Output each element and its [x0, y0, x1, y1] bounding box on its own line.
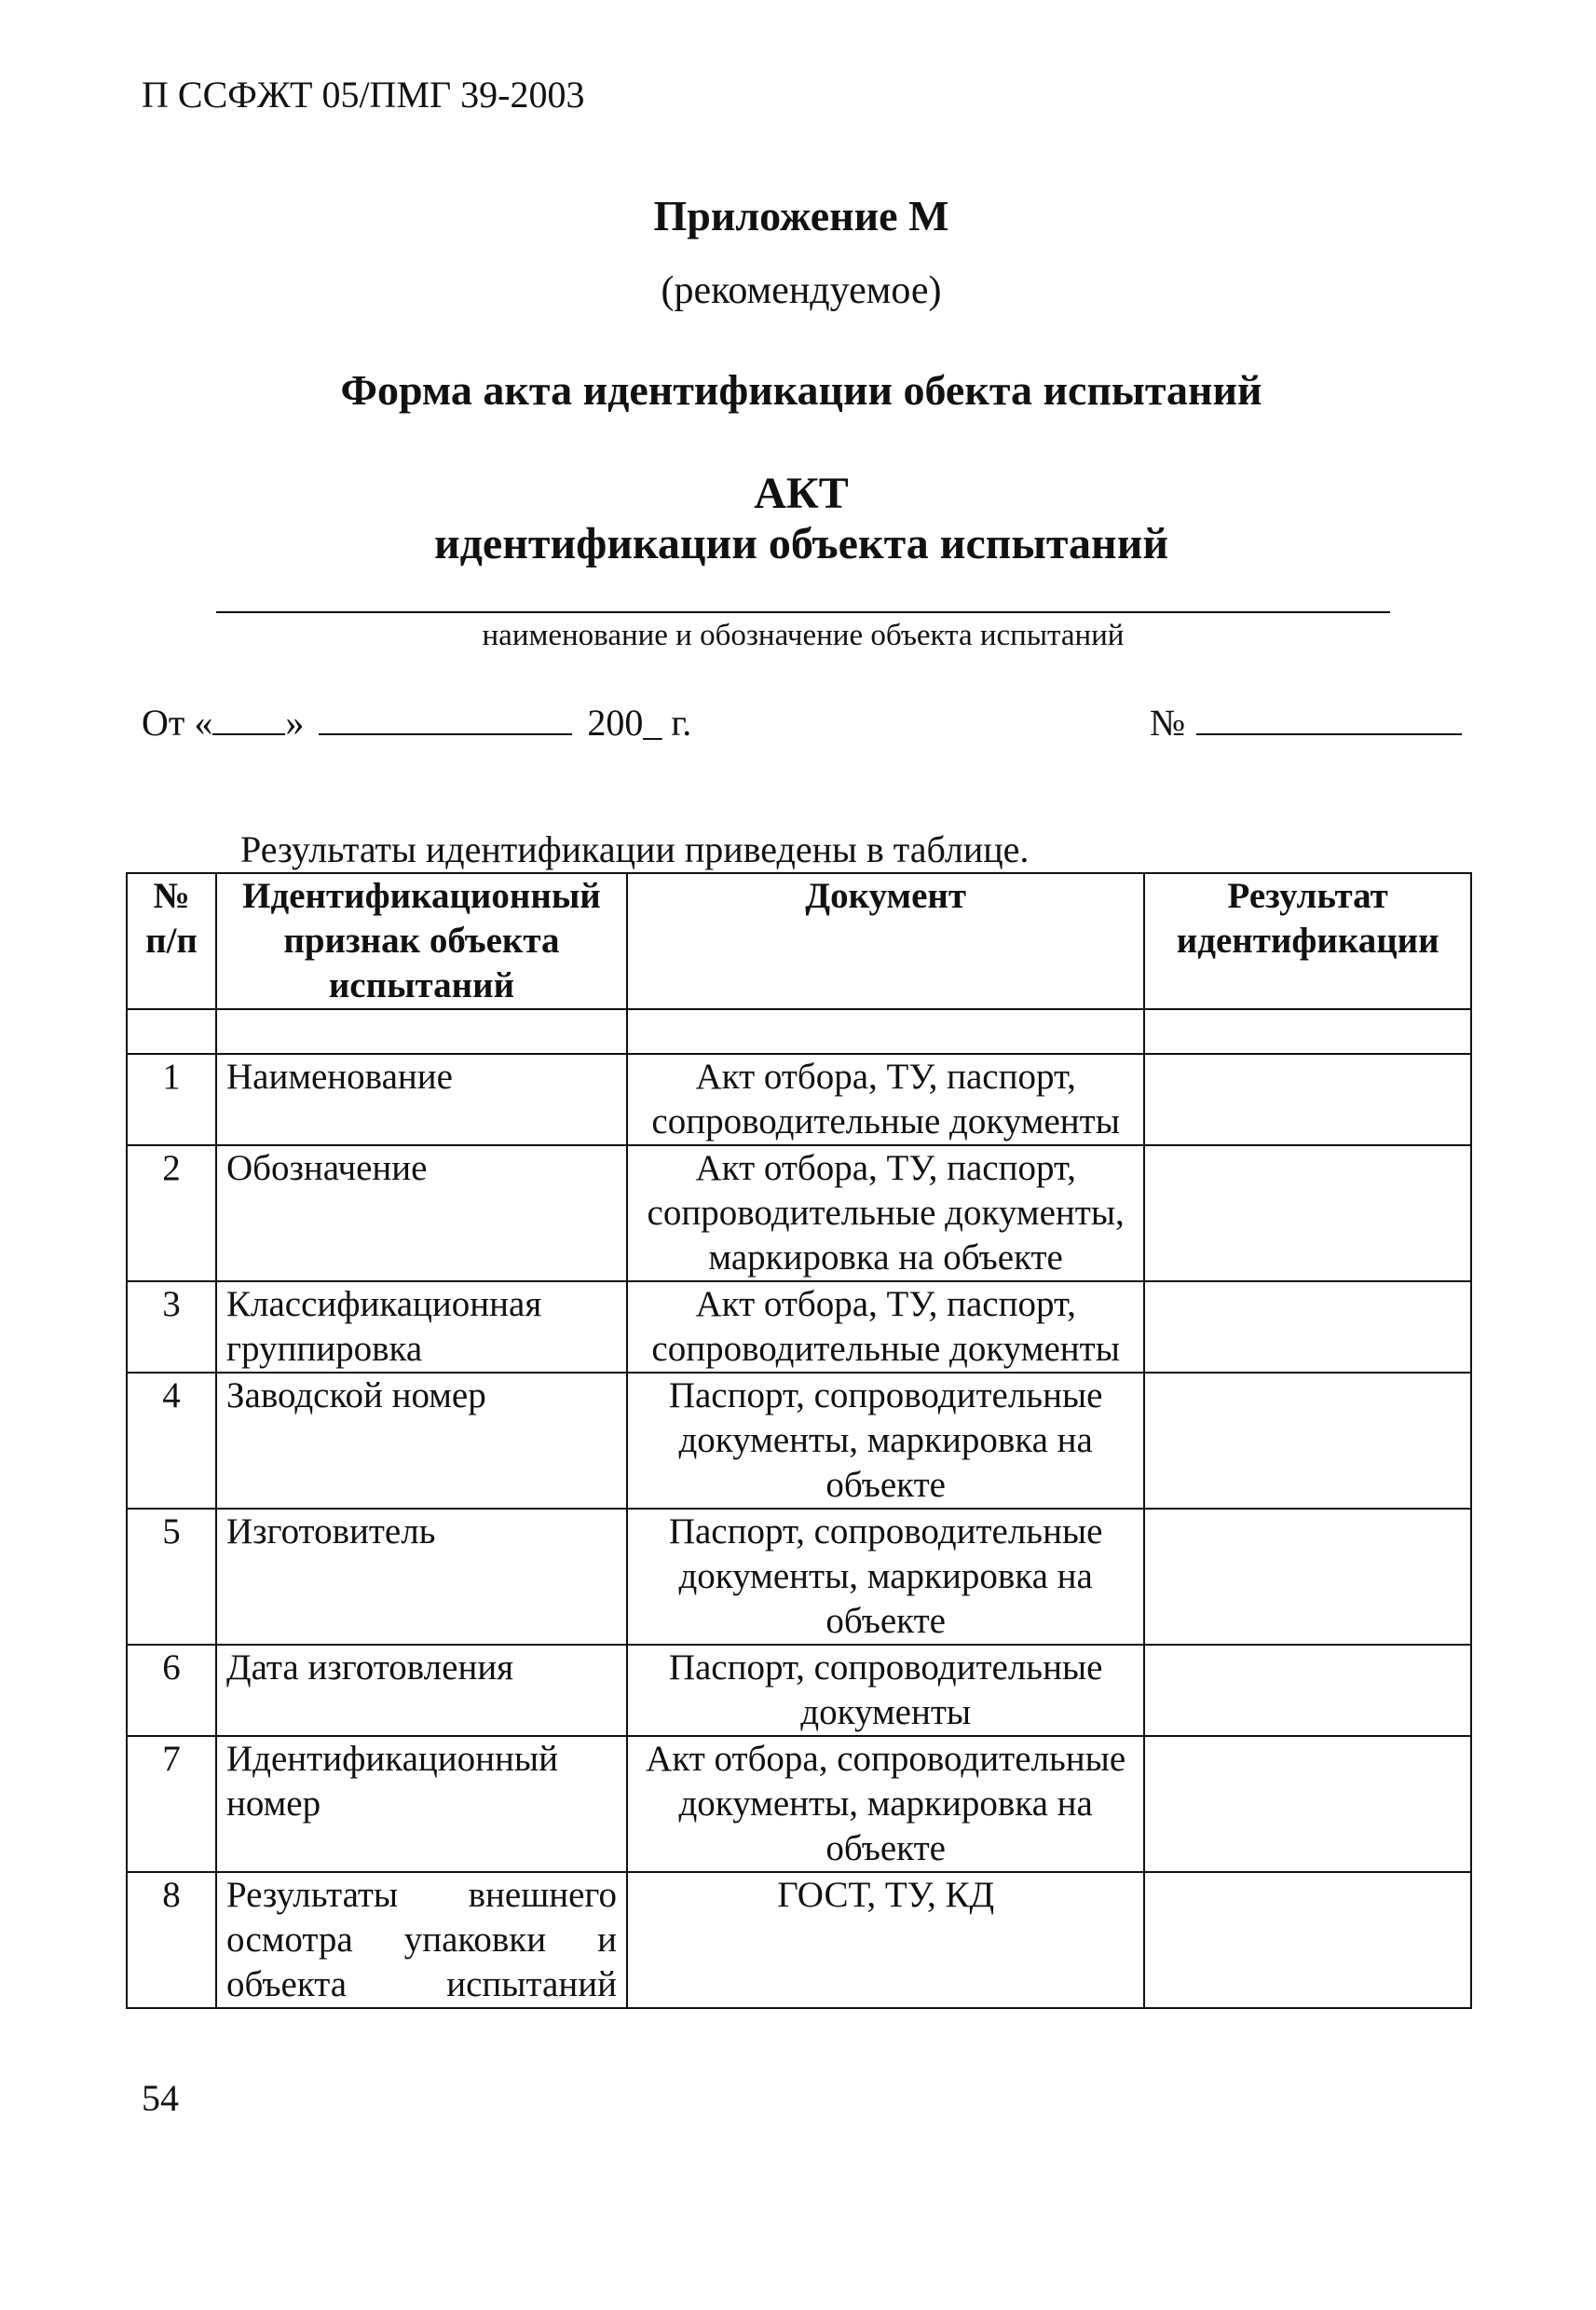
- row-document: Акт отбора, ТУ, паспорт, сопроводительные документы: [627, 1281, 1144, 1373]
- intro-text: Результаты идентификации приведены в таблице.: [240, 828, 1030, 870]
- row-number: 7: [127, 1736, 216, 1872]
- col-header-result: Результат идентификации: [1144, 873, 1471, 1009]
- row-result: [1144, 1872, 1471, 2008]
- date-prefix: От «: [142, 702, 213, 744]
- row-feature: Заводской номер: [216, 1373, 627, 1509]
- row-document: Акт отбора, ТУ, паспорт, сопроводительные документы, маркировка на объекте: [627, 1145, 1144, 1281]
- row-feature: Результаты внешнего осмотра упаковки и объекта испытаний: [216, 1872, 627, 2008]
- table-spacer-row: [127, 1009, 1471, 1054]
- table-row: [127, 1509, 1471, 1645]
- table-header-row: [127, 873, 1471, 1009]
- col-header-feature: Идентификационный признак объекта испытаний: [216, 873, 627, 1009]
- month-blank: [319, 702, 572, 735]
- row-feature: Классификационная группировка: [216, 1281, 627, 1373]
- row-number: 3: [127, 1281, 216, 1373]
- row-result: [1144, 1509, 1471, 1645]
- table-row: [127, 1645, 1471, 1736]
- table-row: [127, 1373, 1471, 1509]
- row-document: Паспорт, сопроводительные документы, маркировка на объекте: [627, 1509, 1144, 1645]
- annex-subtitle: (рекомендуемое): [661, 269, 942, 312]
- number-blank: [1196, 702, 1462, 735]
- page-number: 54: [142, 2077, 179, 2119]
- row-document: ГОСТ, ТУ, КД: [627, 1872, 1144, 2008]
- row-number: 4: [127, 1373, 216, 1509]
- row-feature: Наименование: [216, 1054, 627, 1145]
- spacer-cell: [1144, 1009, 1471, 1054]
- row-result: [1144, 1373, 1471, 1509]
- row-document: Паспорт, сопроводительные документы: [627, 1645, 1144, 1736]
- spacer-cell: [127, 1009, 216, 1054]
- row-feature: Обозначение: [216, 1145, 627, 1281]
- row-result: [1144, 1736, 1471, 1872]
- date-year: 200_ г.: [587, 702, 692, 744]
- row-document: Акт отбора, ТУ, паспорт, сопроводительные документы: [627, 1054, 1144, 1145]
- row-document: Акт отбора, сопроводительные документы, маркировка на объекте: [627, 1736, 1144, 1872]
- row-result: [1144, 1645, 1471, 1736]
- annex-title: Приложение М: [653, 192, 949, 239]
- row-result: [1144, 1145, 1471, 1281]
- spacer-cell: [216, 1009, 627, 1054]
- row-feature: Идентификационный номер: [216, 1736, 627, 1872]
- object-name-field: [216, 611, 1390, 613]
- row-result: [1144, 1054, 1471, 1145]
- col-header-number: № п/п: [127, 873, 216, 1009]
- act-number-field: [1150, 701, 1462, 745]
- row-number: 6: [127, 1645, 216, 1736]
- date-field: [142, 701, 691, 745]
- table-row: [127, 1872, 1471, 2008]
- row-number: 8: [127, 1872, 216, 2008]
- row-feature: Изготовитель: [216, 1509, 627, 1645]
- row-number: 2: [127, 1145, 216, 1281]
- row-result: [1144, 1281, 1471, 1373]
- document-code: П ССФЖТ 05/ПМГ 39-2003: [142, 74, 585, 116]
- date-quote-close: »: [285, 702, 305, 744]
- identification-table: [126, 872, 1472, 2009]
- table-row: [127, 1145, 1471, 1281]
- day-blank: [212, 702, 285, 735]
- act-subtitle: идентификации объекта испытаний: [433, 519, 1169, 568]
- object-name-caption: наименование и обозначение объекта испытаний: [482, 619, 1125, 652]
- form-title: Форма акта идентификации обекта испытаний: [340, 366, 1262, 414]
- table-row: [127, 1736, 1471, 1872]
- act-title: АКТ: [754, 469, 849, 518]
- row-feature: Дата изготовления: [216, 1645, 627, 1736]
- spacer-cell: [627, 1009, 1144, 1054]
- row-number: 1: [127, 1054, 216, 1145]
- table-row: [127, 1281, 1471, 1373]
- row-number: 5: [127, 1509, 216, 1645]
- number-label: №: [1150, 702, 1186, 744]
- col-header-document: Документ: [627, 873, 1144, 1009]
- row-document: Паспорт, сопроводительные документы, маркировка на объекте: [627, 1373, 1144, 1509]
- table-row: [127, 1054, 1471, 1145]
